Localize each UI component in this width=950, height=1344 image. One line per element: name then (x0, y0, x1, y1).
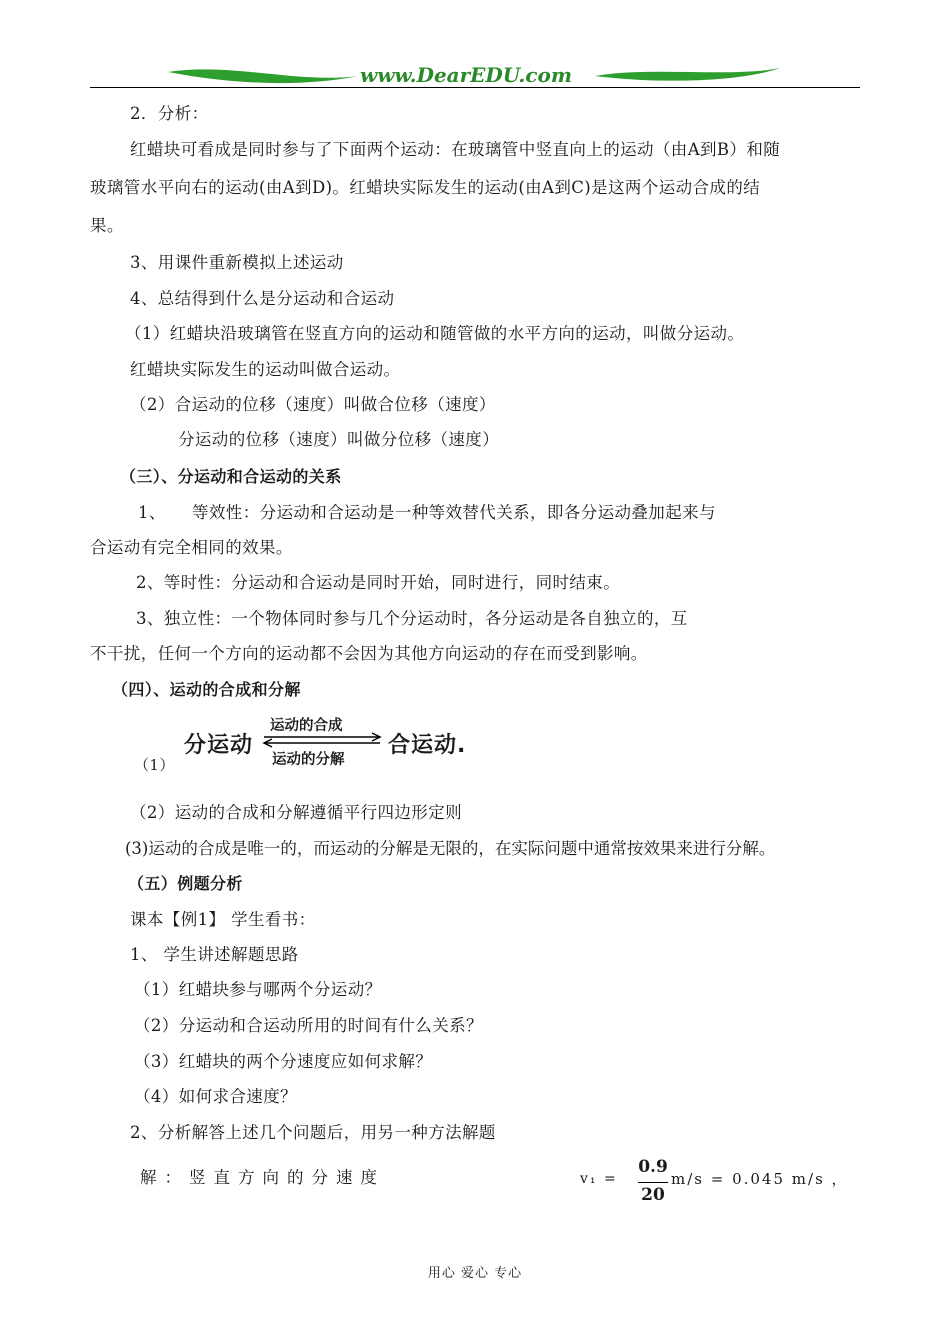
double-arrow-icon (258, 732, 386, 748)
diagram-bottom-label: 运动的分解 (272, 752, 345, 768)
text-line: 红蜡块可看成是同时参与了下面两个运动：在玻璃管中竖直向上的运动（由A到B）和随 (130, 140, 781, 159)
list-marker: （1） (134, 756, 175, 774)
text-line: 2．分析： (130, 104, 209, 123)
text-line: 不干扰，任何一个方向的运动都不会因为其他方向运动的存在而受到影响。 (90, 644, 648, 663)
text-line: 2、等时性：分运动和合运动是同时开始，同时进行，同时结束。 (136, 573, 621, 592)
motion-diagram (180, 710, 510, 774)
text-line: 分运动的位移（速度）叫做分位移（速度） (178, 430, 500, 449)
text-line: 等效性：分运动和合运动是一种等效替代关系，即各分运动叠加起来与 (192, 503, 716, 522)
solution-text: 解：竖直方向的分速度 (140, 1168, 385, 1187)
text-line: （1）红蜡块沿玻璃管在竖直方向的运动和随管做的水平方向的运动，叫做分运动。 (125, 324, 745, 343)
text-line: 课本【例1】 学生看书： (130, 910, 316, 929)
right-swoosh-icon (595, 68, 780, 81)
text-line: （3）红蜡块的两个分速度应如何求解？ (134, 1052, 433, 1071)
section-heading: （四）、运动的合成和分解 (112, 680, 301, 699)
fraction-bar (638, 1182, 668, 1183)
text-line: 玻璃管水平向右的运动(由A到D)。红蜡块实际发生的运动(由A到C)是这两个运动合成的结 (90, 178, 761, 197)
text-line: (3)运动的合成是唯一的，而运动的分解是无限的，在实际问题中通常按效果来进行分解。 (125, 839, 776, 858)
left-swoosh-icon (168, 69, 358, 83)
velocity-symbol: v₁ = (580, 1171, 618, 1187)
section-heading: （三）、分运动和合运动的关系 (120, 467, 342, 486)
text-line: （2）运动的合成和分解遵循平行四边形定则 (130, 803, 462, 822)
header-divider (90, 87, 860, 88)
text-line: 1、 学生讲述解题思路 (130, 945, 299, 964)
diagram-left-label: 分运动 (184, 733, 254, 758)
text-line: 4、总结得到什么是分运动和合运动 (130, 289, 395, 308)
solution-result: m/s = 0.045 m/s ， (671, 1170, 849, 1188)
page-footer: 用心 爱心 专心 (427, 1266, 523, 1281)
text-line: （2）分运动和合运动所用的时间有什么关系？ (134, 1016, 483, 1035)
text-line: 1、 (138, 503, 166, 522)
text-line: 3、用课件重新模拟上述运动 (130, 253, 344, 272)
fraction-numerator: 0.9 (638, 1157, 668, 1177)
text-line: 2、分析解答上述几个问题后，用另一种方法解题 (130, 1123, 496, 1142)
diagram-top-label: 运动的合成 (270, 718, 343, 734)
text-line: （1）红蜡块参与哪两个分运动？ (134, 980, 382, 999)
site-name: www.DearEDU.com (360, 63, 573, 87)
diagram-right-label: 合运动. (388, 733, 467, 758)
text-line: （2）合运动的位移（速度）叫做合位移（速度） (130, 395, 496, 414)
text-line: （4）如何求合速度？ (134, 1087, 297, 1106)
text-line: 果。 (90, 216, 124, 235)
fraction-denominator: 20 (641, 1185, 665, 1205)
section-heading: （五）例题分析 (128, 874, 243, 893)
text-line: 3、独立性：一个物体同时参与几个分运动时，各分运动是各自独立的，互 (136, 609, 688, 628)
text-line: 合运动有完全相同的效果。 (90, 538, 293, 557)
fraction (636, 1157, 670, 1207)
text-line: 红蜡块实际发生的运动叫做合运动。 (130, 360, 401, 379)
